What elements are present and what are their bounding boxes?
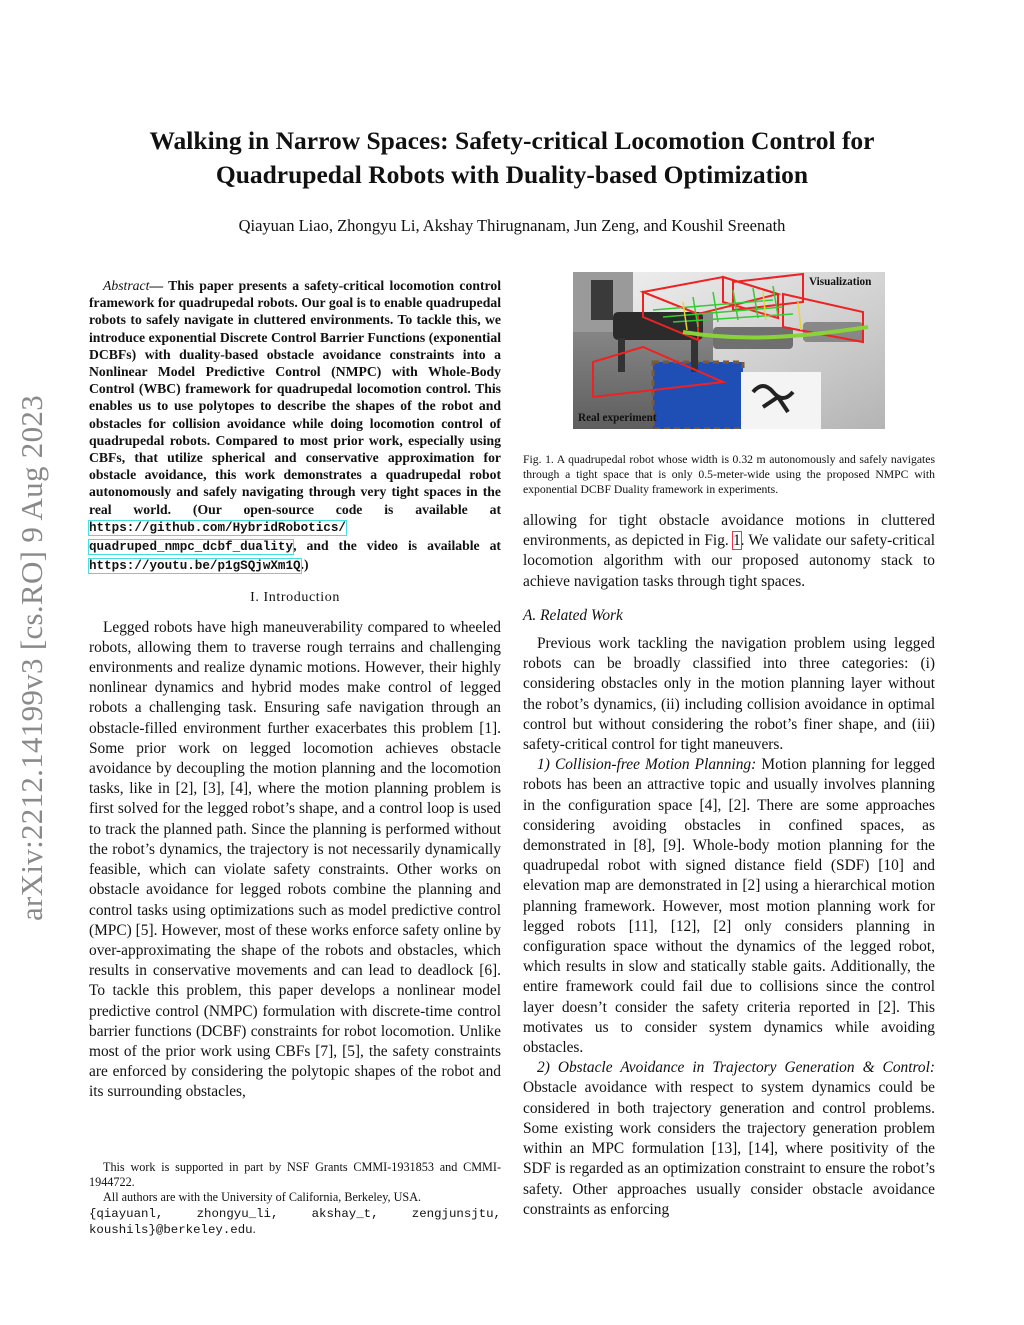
- video-link[interactable]: https://youtu.be/p1gSQjwXm1Q: [89, 559, 301, 574]
- footnote-affiliation: All authors are with the University of California, Berkeley, USA.: [103, 1190, 422, 1205]
- left-column: [89, 277, 501, 1103]
- obstacle-avoidance-paragraph: [523, 1058, 935, 1220]
- subsection-related-work: A. Related Work: [523, 606, 623, 624]
- title-line-2: Quadrupedal Robots with Duality-based Optimization: [215, 160, 809, 189]
- footnote-emails-line: [89, 1206, 501, 1238]
- obstacle-avoidance-text: Obstacle avoidance with respect to system dynamics could be considered in both trajectory generation and control problems. Some existing work considers the trajectory generation problem within an MPC formulation [13], [14], where positivity of the SDF is regarded as an optimization constraint to ensure the robot’s safety. Other approaches usually consider obstacle avoidance constraints as enforcing: [523, 1079, 935, 1218]
- code-link-part-2[interactable]: quadruped_nmpc_dcbf_duality: [89, 540, 294, 555]
- arxiv-id: arXiv:2212.14199v3 [cs.RO] 9 Aug 2023: [14, 395, 49, 922]
- section-heading-introduction: I. Introduction: [250, 590, 340, 606]
- figure-1-caption: Fig. 1. A quadrupedal robot whose width is 0.32 m autonomously and safely navigates through a tight space that is only 0.5-meter-wide using the proposed NMPC with exponential DCBF Duality framework in experiments.: [523, 453, 935, 497]
- abstract-text-1: This paper presents a safety-critical locomotion control framework for quadrupedal robots. Our goal is to enable quadrupedal robots to safely navigate in cluttered environments. To tackle this, we introduce exponential Discrete Control Barrier Functions (exponential DCBFs) with duality-based obstacle avoidance constraints into a Nonlinear Model Predictive Control (NMPC) with Whole-Body Control (WBC) framework for quadrupedal locomotion control. This enables us to use polytopes to describe the shapes of the robot and obstacles for collision avoidance while doing locomotion control of quadrupedal robots. Compared to most prior work, especially using CBFs, that utilize spherical and conservative approximation for obstacle avoidance, this work demonstrates a quadrupedal robot autonomously and safely navigating through very tight spaces in the real world. (Our open-source code is available at: [89, 278, 501, 517]
- label-visualization: Visualization: [809, 276, 872, 288]
- related-work-paragraph: Previous work tackling the navigation problem using legged robots can be broadly classified into three categories: (i) considering obstacles only in the motion planning layer without the robot’s dynamics, (ii) including collision avoidance in optimal control but without considering the robot’s finer shape, and (iii) safety-critical control for tight maneuvers.: [523, 635, 935, 754]
- abstract-text-3: .): [300, 557, 309, 573]
- arxiv-sidebar: [2, 355, 62, 955]
- right-column: [523, 511, 935, 1220]
- introduction-paragraph: Legged robots have high maneuverability compared to wheeled robots, allowing them to traverse rough terrains and challenging environments and realize dynamic motions. However, their highly nonlinear dynamics and hybrid modes make control of legged robots a challenging task. Ensuring safe navigation through an obstacle-filled environment further exacerbates this problem [1]. Some prior work on legged locomotion achieves obstacle avoidance by decoupling the motion planning and the locomotion tasks, like in [2], [3], [4], where the motion planning problem is first solved for the legged robot’s shape, and a control loop is used to track the planned path. Since the planning is performed without the robot’s dynamics, the trajectory is not necessarily dynamically feasible, which can violate safety constraints. Other works on obstacle avoidance for legged robots combine the planning and control tasks using optimizations such as model predictive control (MPC) [5]. However, most of these works enforce safety online by over-approximating the shape of the robots and obstacles, which results in conservative movements and can lead to deadlock [6]. To tackle this problem, this paper develops a nonlinear model predictive control (NMPC) formulation with discrete-time control barrier functions (DCBF) constraints for robot locomotion. Unlike most of the prior work using CBFs [7], [5], the safety constraints are enforced by considering the polytopic shapes of the robot and its surrounding obstacles,: [89, 618, 501, 1101]
- abstract-label: Abstract: [103, 278, 150, 293]
- fig-1-reference-link[interactable]: 1: [732, 532, 741, 550]
- label-real-experiment: Real experiment: [578, 412, 657, 424]
- right-para-1: [523, 511, 935, 592]
- footnote-funding: This work is supported in part by NSF Grants CMMI-1931853 and CMMI-1944722.: [89, 1160, 501, 1190]
- footnote-emails: {qiayuanl, zhongyu_li, akshay_t, zengjunsjtu, koushils}@berkeley.edu: [89, 1206, 501, 1237]
- footnote-emails-period: .: [252, 1221, 256, 1236]
- author-list: Qiayuan Liao, Zhongyu Li, Akshay Thirugnanam, Jun Zeng, and Koushil Sreenath: [238, 216, 786, 235]
- figure-1-photo: [573, 272, 885, 429]
- paper-title: [80, 124, 944, 192]
- abstract: [89, 277, 501, 575]
- collision-free-heading: 1) Collision-free Motion Planning:: [537, 756, 757, 774]
- collision-free-text: Motion planning for legged robots has been an attractive topic and usually involves planning in the configuration space [4], [2]. There are some approaches considering avoiding obstacles in confined spaces, as demonstrated in [8], [9]. Whole-body motion planning for the quadrupedal robot with signed distance field (SDF) [10] and elevation map are demonstrated in [2] using a hierarchical motion planning framework. However, most motion planning work for legged robots [11], [12], [2] only considers planning in configuration space without the dynamics of the legged robot, which results in slow and statically stable gaits. Additionally, the entire framework could fail due to collisions since the control layer doesn’t consider the safety criteria reported in [2]. This motivates us to consider system dynamics while avoiding obstacles.: [523, 756, 936, 1057]
- title-line-1: Walking in Narrow Spaces: Safety-critical Locomotion Control for: [149, 126, 875, 155]
- abstract-text-2: , and the video is available at: [293, 538, 501, 554]
- obstacle-avoidance-heading: 2) Obstacle Avoidance in Trajectory Generation & Control:: [537, 1059, 935, 1077]
- collision-free-paragraph: [523, 755, 935, 1058]
- right-para-1b: . We validate our safety-critical locomotion algorithm with our proposed autonomy stack to achieve navigation tasks through tight spaces.: [523, 532, 935, 590]
- code-link-part-1[interactable]: https://github.com/HybridRobotics/: [89, 520, 346, 535]
- right-para-1a: allowing for tight obstacle avoidance motions in cluttered environments, as depicted in Fig.: [523, 512, 935, 550]
- abstract-dash: —: [149, 278, 169, 293]
- figure-1-image: [573, 272, 885, 429]
- footnote: [89, 1160, 501, 1238]
